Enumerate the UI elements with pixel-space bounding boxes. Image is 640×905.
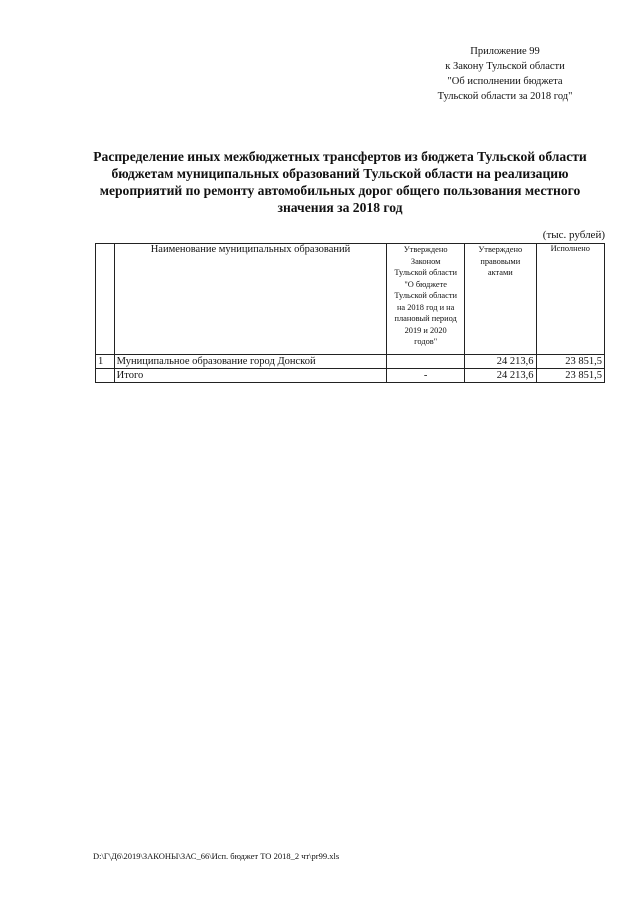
row-number <box>96 369 115 383</box>
header-number <box>96 244 115 355</box>
file-path-footer: D:\Г\Д6\2019\ЗАКОНЫ\ЗАС_66\Исп. бюджет ТО 2018_2 чт\pr99.xls <box>93 851 340 861</box>
header-approved-by-law <box>387 244 465 355</box>
table-total-row <box>96 369 605 383</box>
header-text: Тульской области <box>394 268 457 277</box>
header-text: Утверждено <box>403 245 448 254</box>
document-title <box>90 148 590 216</box>
header-text: 2019 и 2020 <box>404 325 447 335</box>
row-approved-by-legal-acts: 24 213,6 <box>465 369 537 383</box>
row-municipality-name: Муниципальное образование город Донской <box>114 355 387 369</box>
header-executed: Исполнено <box>536 244 604 355</box>
table-row <box>96 355 605 369</box>
table-header-row <box>96 244 605 355</box>
header-text: Утверждено <box>478 245 523 254</box>
row-executed: 23 851,5 <box>536 369 604 383</box>
appendix-line: Приложение 99 <box>470 46 540 57</box>
header-text: Тульской области <box>394 291 457 300</box>
header-municipality-name: Наименование муниципальных образований <box>114 244 387 355</box>
header-text: актами <box>487 268 513 277</box>
row-executed: 23 851,5 <box>536 355 604 369</box>
header-text: на 2018 год и на <box>396 302 455 312</box>
row-approved-by-law <box>387 355 465 369</box>
title-line: мероприятий по ремонту автомобильных дорог общего пользования местного <box>99 183 581 198</box>
appendix-line: к Закону Тульской области <box>445 61 565 72</box>
row-number: 1 <box>96 355 115 369</box>
appendix-line: "Об исполнении бюджета <box>447 76 563 87</box>
header-text: Законом <box>410 256 441 266</box>
transfers-table <box>95 243 605 383</box>
title-line: Распределение иных межбюджетных трансфертов из бюджета Тульской области <box>93 149 587 164</box>
row-approved-by-law: - <box>387 369 465 383</box>
title-line: значения за 2018 год <box>277 200 403 215</box>
header-text: правовыми <box>480 256 521 266</box>
header-text: плановый период <box>394 314 457 323</box>
appendix-reference <box>420 44 590 104</box>
title-line: бюджетам муниципальных образований Тульской области на реализацию <box>111 166 569 181</box>
appendix-line: Тульской области за 2018 год" <box>437 91 573 102</box>
header-approved-by-legal-acts <box>465 244 537 355</box>
units-label: (тыс. рублей) <box>542 229 605 241</box>
row-total-label: Итого <box>114 369 387 383</box>
row-approved-by-legal-acts: 24 213,6 <box>465 355 537 369</box>
header-text: годов" <box>414 337 438 346</box>
header-text: "О бюджете <box>404 279 447 289</box>
